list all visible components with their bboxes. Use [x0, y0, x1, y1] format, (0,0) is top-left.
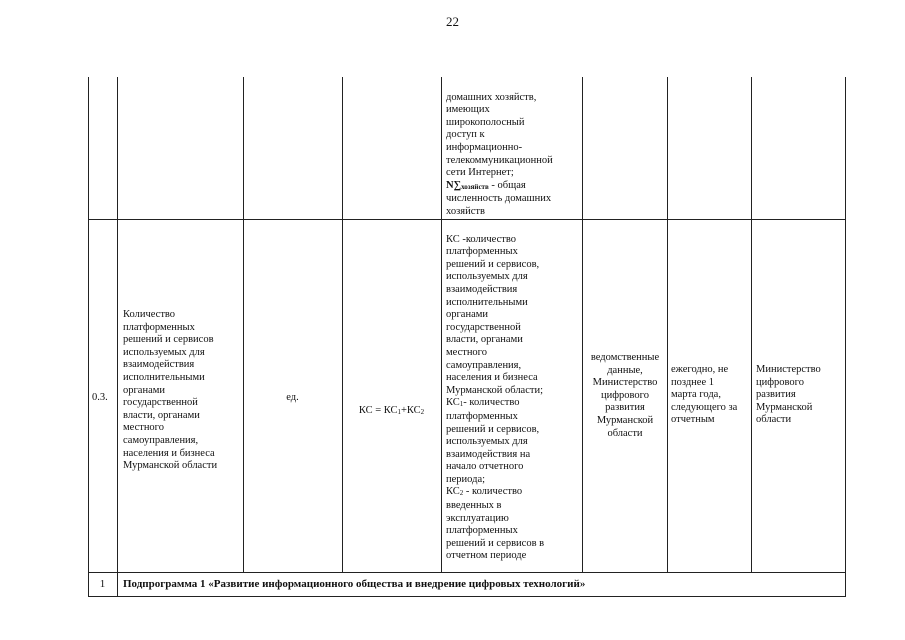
table-divider-col5: [582, 77, 583, 572]
frequency: ежегодно, не позднее 1 марта года, следующего за отчетным: [671, 364, 738, 426]
formula-description-end: численность домашних хозяйств: [446, 193, 552, 217]
formula-sub1: 1: [397, 407, 401, 416]
row-number: 0.3.: [92, 392, 108, 403]
formula-plus: +КС: [401, 404, 421, 416]
desc-kc2-prefix: КС: [446, 486, 460, 498]
table-border-bottom: [88, 596, 846, 597]
table-divider-col7: [751, 77, 752, 572]
table-divider-col2: [243, 77, 244, 572]
table-divider-col1: [117, 77, 118, 596]
formula-description-continued: [446, 79, 580, 219]
responsible: Министерство цифрового развития Мурманской области: [756, 364, 821, 426]
formula: [342, 392, 441, 418]
formula-sub2: 2: [420, 407, 425, 416]
desc-kc2-sub: 2: [459, 489, 464, 498]
desc-block1: КС -количество платформенных решений и сервисов, используемых для взаимодействия исполнительными органами государственной власти, органами местного самоуправления, населения и бизнеса Мурманской области;: [446, 233, 544, 396]
data-source: ведомственные данные, Министерство цифрового развития Мурманской области: [590, 352, 660, 439]
sum-subscript: хозяйств: [461, 182, 489, 191]
desc-kc1-prefix: КС: [446, 397, 460, 409]
desc-kc1-sub: 1: [459, 400, 464, 409]
formula-description: [446, 221, 580, 563]
subprogram-title: Подпрограмма 1 «Развитие информационного общества и внедрение цифровых технологий»: [123, 578, 586, 590]
indicator-name: Количество платформенных решений и сервисов используемых для взаимодействия исполнительными органами государственной власти, органами местного самоуправления, населения и бизнеса Мурманской области: [123, 309, 218, 472]
page-number: 22: [446, 14, 459, 29]
desc-block3: - количество введенных в эксплуатацию платформенных решений и сервисов в отчетном периоде: [446, 486, 545, 562]
formula-main: КС = КС: [358, 404, 398, 416]
sum-description-suffix: - общая: [488, 179, 526, 191]
table-divider-col3: [342, 77, 343, 572]
table-border-left: [88, 77, 89, 596]
table-border-right: [845, 77, 846, 596]
desc-block2: - количество платформенных решений и сервисов, используемых для взаимодействия на начало отчетного периода;: [446, 397, 540, 485]
row-divider-subprogram: [88, 572, 846, 573]
unit: ед.: [286, 392, 299, 403]
row-divider-top: [88, 219, 846, 220]
table-divider-col4: [441, 77, 442, 572]
formula-description-text: домашних хозяйств, имеющих широкополосный доступ к информационно- телекоммуникационной сети Интернет;: [446, 91, 553, 179]
subprogram-number: 1: [99, 578, 106, 590]
table-divider-col6: [667, 77, 668, 572]
sum-symbol: N∑: [446, 179, 462, 191]
